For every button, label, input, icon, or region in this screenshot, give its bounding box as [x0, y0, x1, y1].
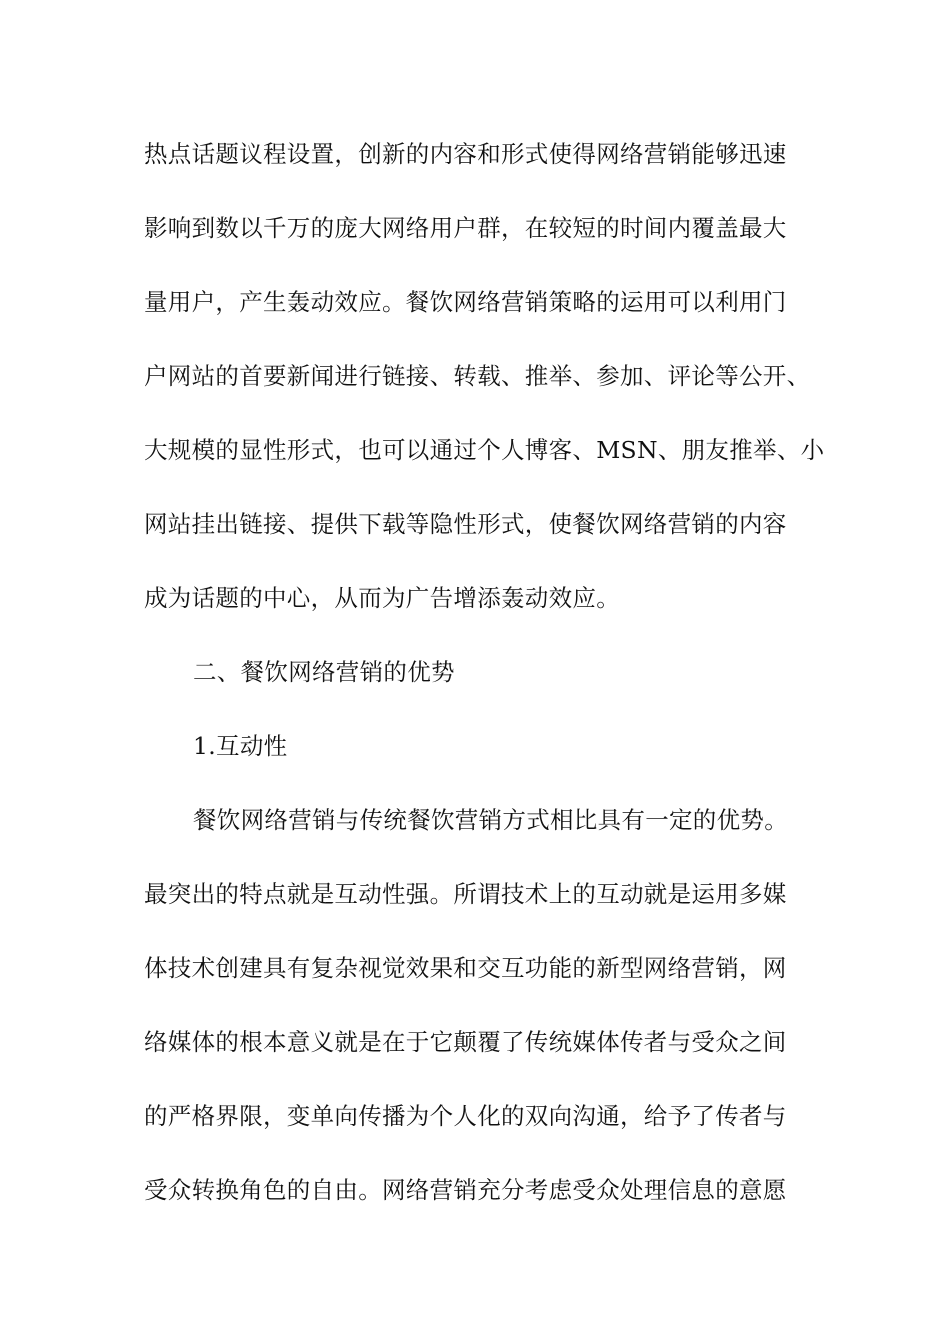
paragraph-line: 网站挂出链接、提供下载等隐性形式，使餐饮网络营销的内容 [144, 510, 787, 538]
paragraph-line: 最突出的特点就是互动性强。所谓技术上的互动就是运用多媒 [144, 880, 787, 908]
section-heading: 二、餐饮网络营销的优势 [193, 658, 455, 686]
paragraph-line: 量用户，产生轰动效应。餐饮网络营销策略的运用可以利用门 [144, 288, 787, 316]
paragraph-line: 成为话题的中心，从而为广告增添轰动效应。 [144, 584, 620, 612]
paragraph-line: 大规模的显性形式，也可以通过个人博客、MSN、朋友推举、小 [144, 436, 825, 464]
paragraph-line: 热点话题议程设置，创新的内容和形式使得网络营销能够迅速 [144, 140, 787, 168]
paragraph-line: 户网站的首要新闻进行链接、转载、推举、参加、评论等公开、 [144, 362, 811, 390]
paragraph-line: 影响到数以千万的庞大网络用户群，在较短的时间内覆盖最大 [144, 214, 787, 242]
paragraph-line: 餐饮网络营销与传统餐饮营销方式相比具有一定的优势。 [193, 806, 788, 834]
subsection-heading: 1.互动性 [193, 732, 288, 760]
paragraph-line: 受众转换角色的自由。网络营销充分考虑受众处理信息的意愿 [144, 1176, 787, 1204]
paragraph-line: 体技术创建具有复杂视觉效果和交互功能的新型网络营销，网 [144, 954, 787, 982]
paragraph-line: 络媒体的根本意义就是在于它颠覆了传统媒体传者与受众之间 [144, 1028, 787, 1056]
paragraph-line: 的严格界限，变单向传播为个人化的双向沟通，给予了传者与 [144, 1102, 787, 1130]
